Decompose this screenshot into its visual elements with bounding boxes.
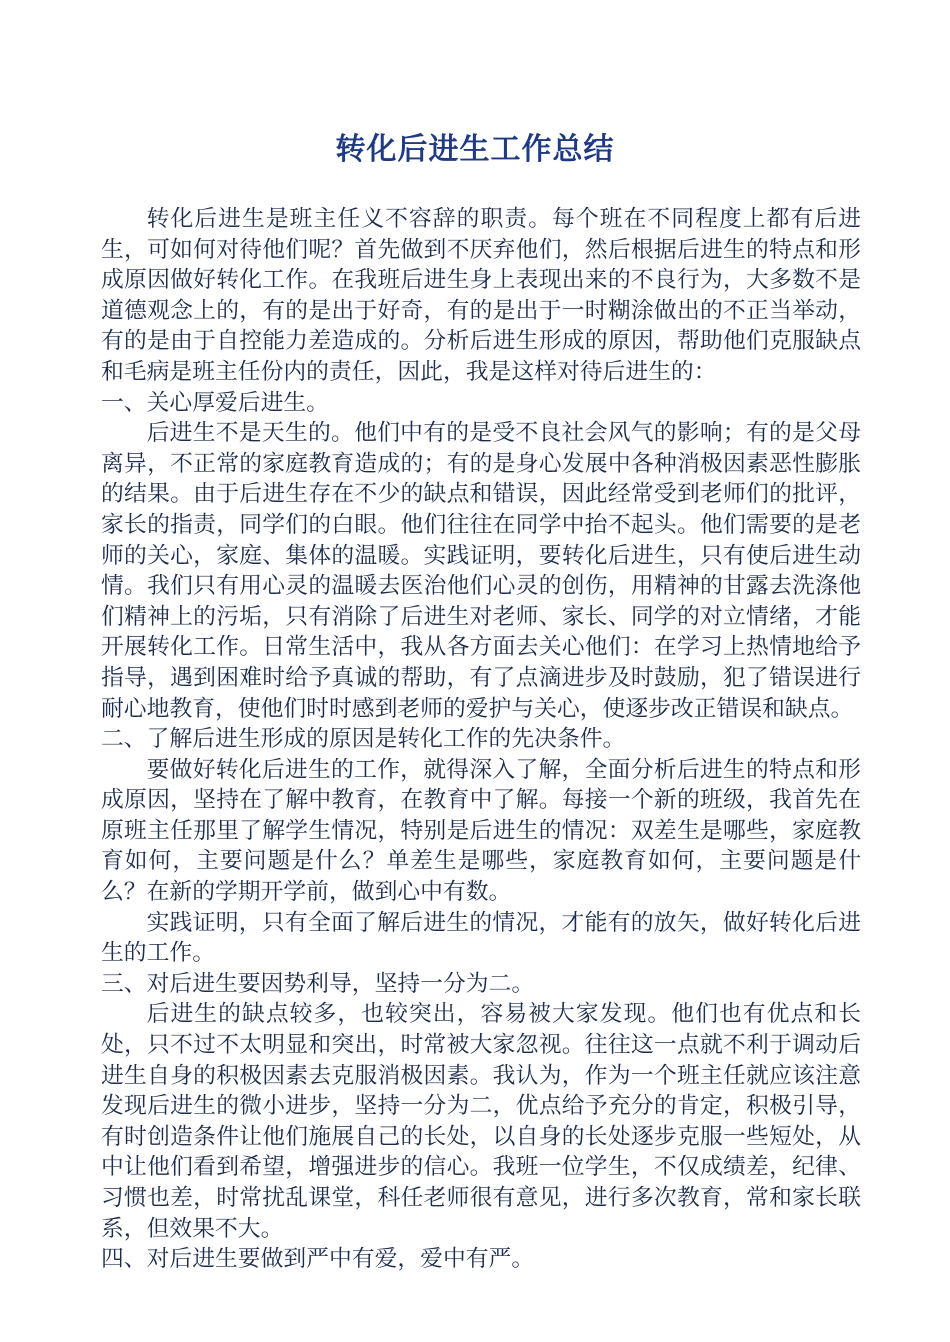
document-title: 转化后进生工作总结 <box>335 132 615 167</box>
paragraph-section-3: 后进生的缺点较多，也较突出，容易被大家发现。他们也有优点和长处，只不过不太明显和突出，时常被大家忽视。往往这一点就不利于调动后进生自身的积极因素去克服消极因素。我认为，作为一个班主任就应该注意发现后进生的微小进步，坚持一分为二，优点给予充分的肯定，积极引导，有时创造条件让他们施展自己的长处，以自身的长处逐步克服一些短处，从中让他们看到希望，增强进步的信心。我班一位学生，不仅成绩差，纪律、习惯也差，时常扰乱课堂，科任老师很有意见，进行多次教育，常和家长联系，但效果不大。 <box>101 1001 861 1242</box>
paragraph-intro: 转化后进生是班主任义不容辞的职责。每个班在不同程度上都有后进生，可如何对待他们呢？首先做到不厌弃他们，然后根据后进生的特点和形成原因做好转化工作。在我班后进生身上表现出来的不良行为，大多数不是道德观念上的，有的是出于好奇，有的是出于一时糊涂做出的不正当举动，有的是由于自控能力差造成的。分析后进生形成的原因，帮助他们克服缺点和毛病是班主任份内的责任，因此，我是这样对待后进生的： <box>101 206 861 385</box>
paragraph-section-2a: 要做好转化后进生的工作，就得深入了解，全面分析后进生的特点和形成原因，坚持在了解中教育，在教育中了解。每接一个新的班级，我首先在原班主任那里了解学生情况，特别是后进生的情况：双差生是哪些，家庭教育如何，主要问题是什么？单差生是哪些，家庭教育如何，主要问题是什么？在新的学期开学前，做到心中有数。 <box>101 756 861 906</box>
paragraph-section-1: 后进生不是天生的。他们中有的是受不良社会风气的影响；有的是父母离异，不正常的家庭教育造成的；有的是身心发展中各种消极因素恶性膨胀的结果。由于后进生存在不少的缺点和错误，因此经常受到老师们的批评，家长的指责，同学们的白眼。他们往往在同学中抬不起头。他们需要的是老师的关心，家庭、集体的温暖。实践证明，要转化后进生，只有使后进生动情。我们只有用心灵的温暖去医治他们心灵的创伤，用精神的甘露去洗涤他们精神上的污垢，只有消除了后进生对老师、家长、同学的对立情绪，才能开展转化工作。日常生活中，我从各方面去关心他们：在学习上热情地给予指导，遇到困难时给予真诚的帮助，有了点滴进步及时鼓励，犯了错误进行耐心地教育，使他们时时感到老师的爱护与关心，使逐步改正错误和缺点。 <box>101 420 861 722</box>
section-heading-4: 四、对后进生要做到严中有爱，爱中有严。 <box>101 1246 535 1273</box>
section-heading-1: 一、关心厚爱后进生。 <box>101 389 329 416</box>
paragraph-section-2b: 实践证明，只有全面了解后进生的情况，才能有的放矢，做好转化后进生的工作。 <box>101 909 861 967</box>
section-heading-3: 三、对后进生要因势利导，坚持一分为二。 <box>101 970 535 997</box>
section-heading-2: 二、了解后进生形成的原因是转化工作的先决条件。 <box>101 726 626 753</box>
document-body <box>101 204 861 1275</box>
